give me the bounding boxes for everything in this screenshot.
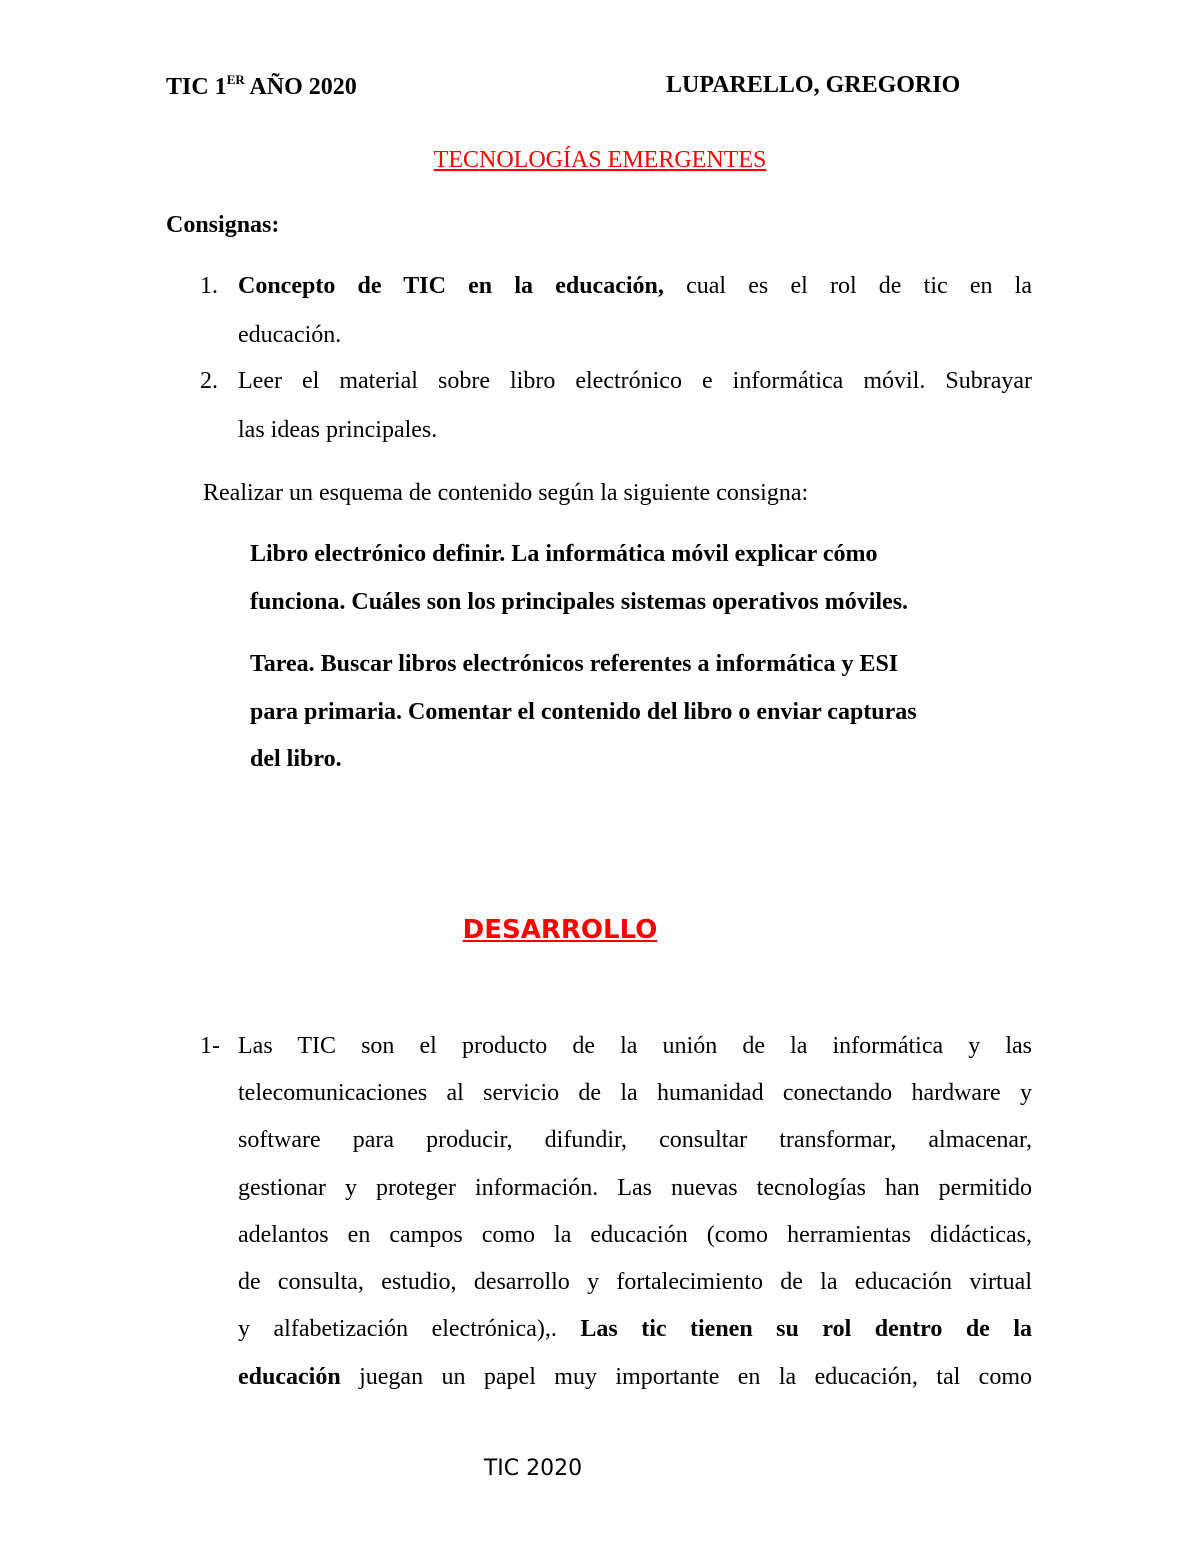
dev-line6: de consulta, estudio, desarrollo y fortalecimiento de la educación virtual	[238, 1269, 1032, 1295]
desarrollo-heading: DESARROLLO	[462, 915, 658, 945]
dev-line8	[238, 1364, 1032, 1391]
bold-block2-line2: para primaria. Comentar el contenido del libro o enviar capturas	[250, 699, 917, 725]
dev-line5: adelantos en campos como la educación (como herramientas didácticas,	[238, 1222, 1032, 1248]
item1-line1	[238, 273, 1032, 300]
dev-line8-bold: educación	[238, 1364, 341, 1390]
bold-block2-line3: del libro.	[250, 746, 342, 772]
bold-block2-line1: Tarea. Buscar libros electrónicos referentes a informática y ESI	[250, 651, 899, 677]
dev-line7-bold: Las tic tienen su rol dentro de la	[580, 1316, 1032, 1342]
dev-line3: software para producir, difundir, consultar transformar, almacenar,	[238, 1127, 1032, 1153]
item2-number: 2.	[200, 368, 218, 394]
header-left	[166, 72, 357, 101]
item2-line1: Leer el material sobre libro electrónico e informática móvil. Subrayar	[238, 368, 1032, 394]
bold-block1-line2: funciona. Cuáles son los principales sistemas operativos móviles.	[250, 589, 909, 615]
dev-line7	[238, 1316, 1032, 1343]
realizar-paragraph: Realizar un esquema de contenido según la siguiente consigna:	[203, 480, 809, 506]
dev-line1: Las TIC son el producto de la unión de la informática y las	[238, 1033, 1032, 1059]
consignas-label: Consignas:	[166, 212, 280, 238]
dev-line8-normal: juegan un papel muy importante en la educación, tal como	[340, 1364, 1032, 1390]
page-footer: TIC 2020	[483, 1456, 583, 1481]
document-title: TECNOLOGÍAS EMERGENTES	[433, 147, 767, 173]
header-superscript: ER	[226, 72, 245, 87]
bold-block1-line1: Libro electrónico definir. La informática móvil explicar cómo	[250, 541, 878, 567]
header-author: LUPARELLO, GREGORIO	[666, 72, 961, 98]
item1-line2: educación.	[238, 322, 342, 348]
dev-line7-normal: y alfabetización electrónica),.	[238, 1316, 581, 1342]
dev-line4: gestionar y proteger información. Las nuevas tecnologías han permitido	[238, 1175, 1032, 1201]
dev-line2: telecomunicaciones al servicio de la humanidad conectando hardware y	[238, 1080, 1032, 1106]
header-year: AÑO 2020	[244, 74, 357, 100]
item1-number: 1.	[200, 273, 218, 299]
item2-line2: las ideas principales.	[238, 417, 438, 443]
dev-item-number: 1-	[200, 1033, 220, 1059]
item1-rest: cual es el rol de tic en la	[663, 273, 1033, 299]
item1-bold: Concepto de TIC en la educación,	[238, 273, 664, 299]
header-course: TIC 1	[166, 74, 227, 100]
